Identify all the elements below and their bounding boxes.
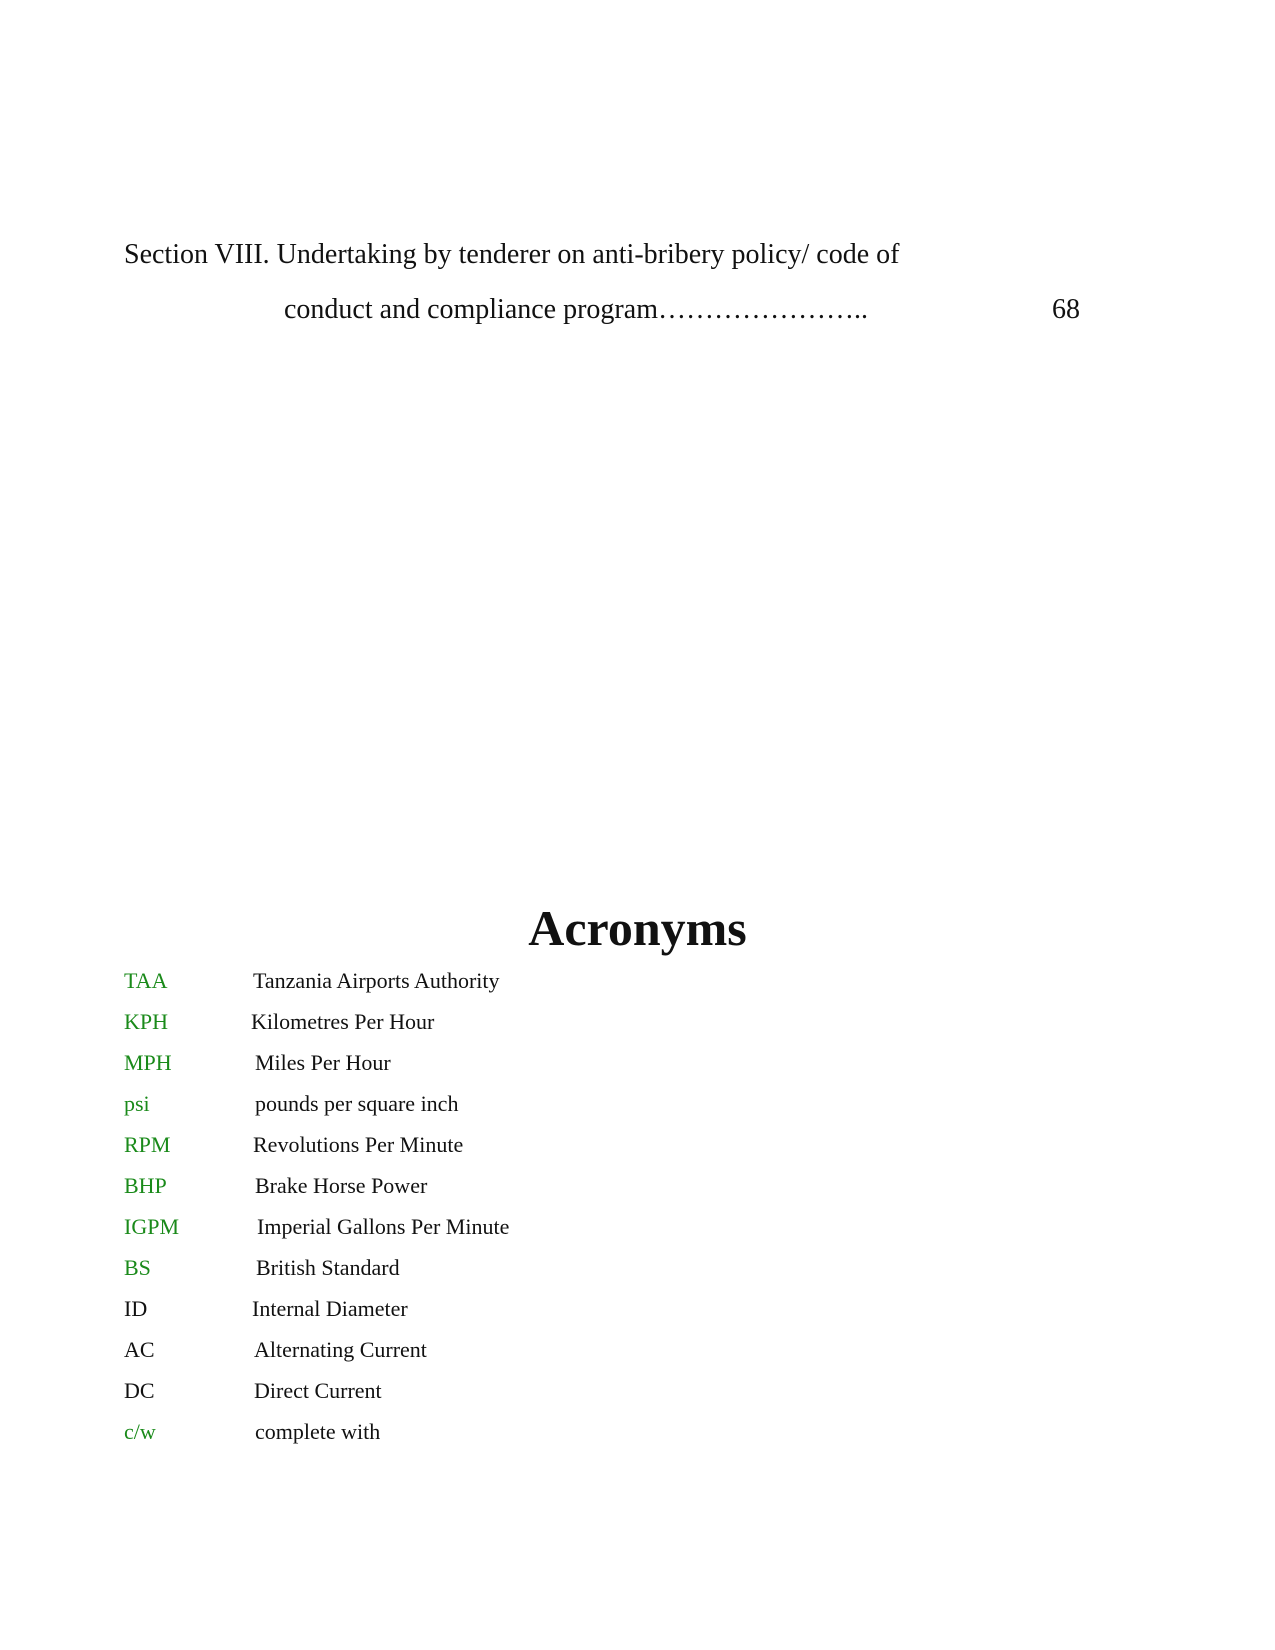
acronym-abbreviation: AC — [124, 1337, 155, 1362]
acronym-abbreviation: MPH — [124, 1050, 172, 1075]
acronym-definition: pounds per square inch — [255, 1091, 459, 1116]
acronym-abbreviation: BHP — [124, 1173, 167, 1198]
acronym-definition: Internal Diameter — [252, 1296, 408, 1321]
acronym-abbreviation: ID — [124, 1296, 148, 1321]
acronym-row — [0, 1086, 1275, 1122]
acronym-row — [0, 1373, 1275, 1409]
acronym-definition: British Standard — [256, 1255, 400, 1280]
toc-page-number: 68 — [1052, 294, 1080, 325]
acronym-row — [0, 1004, 1275, 1040]
acronym-abbreviation: BS — [124, 1255, 151, 1280]
toc-entry-title-line1: Section VIII. Undertaking by tenderer on anti-bribery policy/ code of — [124, 239, 900, 270]
acronym-abbreviation: DC — [124, 1378, 155, 1403]
acronym-row — [0, 1045, 1275, 1081]
acronym-abbreviation: KPH — [124, 1009, 169, 1034]
acronym-row — [0, 1332, 1275, 1368]
acronym-row — [0, 1250, 1275, 1286]
acronym-definition: complete with — [255, 1419, 381, 1444]
acronym-definition: Direct Current — [254, 1378, 382, 1403]
toc-entry-title-text: conduct and compliance program — [284, 294, 658, 325]
acronym-abbreviation: RPM — [124, 1132, 171, 1157]
acronym-abbreviation: IGPM — [124, 1214, 180, 1239]
acronym-definition: Revolutions Per Minute — [253, 1132, 464, 1157]
toc-leader-dots: ………………….. — [657, 294, 868, 325]
acronym-row — [0, 1209, 1275, 1245]
acronyms-heading: Acronyms — [528, 900, 747, 956]
acronym-definition: Brake Horse Power — [255, 1173, 428, 1198]
acronym-definition: Imperial Gallons Per Minute — [257, 1214, 510, 1239]
acronym-definition: Alternating Current — [254, 1337, 427, 1362]
acronym-abbreviation: c/w — [124, 1419, 156, 1444]
acronym-row — [0, 1168, 1275, 1204]
acronym-row — [0, 1414, 1275, 1450]
acronym-abbreviation: psi — [124, 1091, 150, 1116]
acronym-definition: Kilometres Per Hour — [251, 1009, 435, 1034]
acronym-row — [0, 1291, 1275, 1327]
acronym-definition: Tanzania Airports Authority — [253, 968, 500, 993]
acronym-row — [0, 963, 1275, 999]
acronym-row — [0, 1127, 1275, 1163]
acronym-abbreviation: TAA — [124, 968, 168, 993]
acronym-definition: Miles Per Hour — [255, 1050, 391, 1075]
